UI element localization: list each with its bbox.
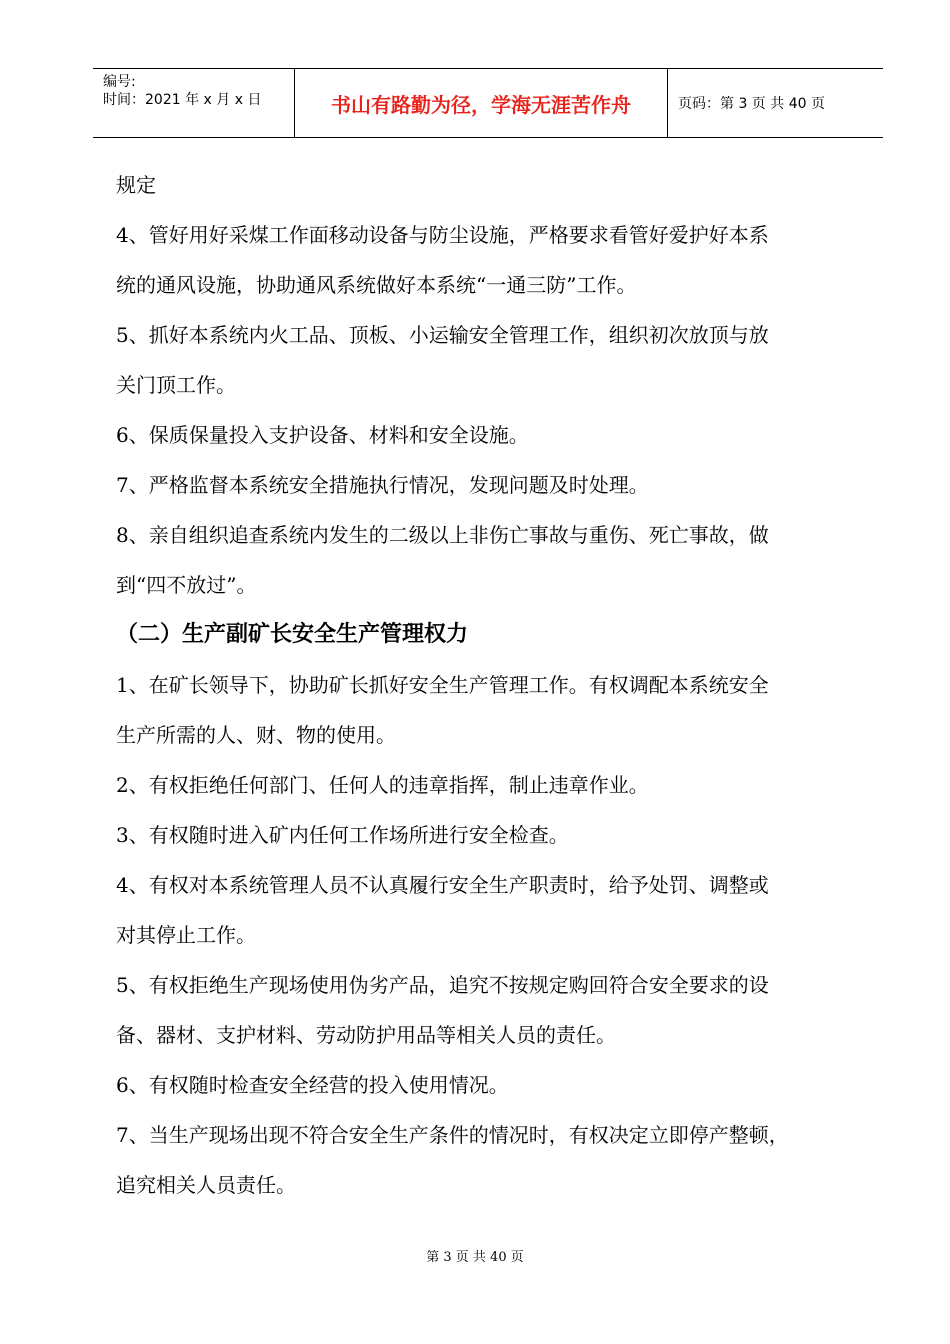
- text-line: 规定: [116, 173, 156, 197]
- section-heading: （二）生产副矿长安全生产管理权力: [116, 622, 469, 647]
- text-line: 到“四不放过”。: [116, 573, 257, 597]
- text-line: 2、有权拒绝任何部门、任何人的违章指挥，制止违章作业。: [116, 773, 649, 797]
- page-header: [93, 68, 883, 138]
- text-line: 6、保质保量投入支护设备、材料和安全设施。: [116, 423, 529, 447]
- text-line: 7、严格监督本系统安全措施执行情况，发现问题及时处理。: [116, 473, 649, 497]
- text-line: 关门顶工作。: [116, 373, 236, 397]
- text-line: 对其停止工作。: [116, 923, 256, 947]
- text-line: 追究相关人员责任。: [116, 1173, 296, 1197]
- doc-time-label: 时间：2021 年 x 月 x 日: [103, 92, 262, 108]
- text-line: 3、有权随时进入矿内任何工作场所进行安全检查。: [116, 823, 569, 847]
- text-line: 7、当生产现场出现不符合安全生产条件的情况时，有权决定立即停产整顿，: [116, 1123, 789, 1147]
- text-line: 统的通风设施，协助通风系统做好本系统“一通三防”工作。: [116, 273, 637, 297]
- header-meta: [93, 69, 295, 137]
- text-line: 4、有权对本系统管理人员不认真履行安全生产职责时，给予处罚、调整或: [116, 873, 769, 897]
- text-line: 5、抓好本系统内火工品、顶板、小运输安全管理工作，组织初次放顶与放: [116, 323, 769, 347]
- text-line: 6、有权随时检查安全经营的投入使用情况。: [116, 1073, 509, 1097]
- text-line: 备、器材、支护材料、劳动防护用品等相关人员的责任。: [116, 1023, 616, 1047]
- text-line: 1、在矿长领导下，协助矿长抓好安全生产管理工作。有权调配本系统安全: [116, 673, 769, 697]
- text-line: 4、管好用好采煤工作面移动设备与防尘设施，严格要求看管好爱护好本系: [116, 223, 769, 247]
- document-body: [116, 160, 876, 1210]
- doc-number-label: 编号:: [103, 74, 136, 90]
- text-line: 生产所需的人、财、物的使用。: [116, 723, 396, 747]
- page-footer: 第 3 页 共 40 页: [426, 1250, 524, 1265]
- text-line: 5、有权拒绝生产现场使用伪劣产品，追究不按规定购回符合安全要求的设: [116, 973, 769, 997]
- header-page-info: 页码：第 3 页 共 40 页: [678, 96, 825, 112]
- text-line: 8、亲自组织追查系统内发生的二级以上非伤亡事故与重伤、死亡事故，做: [116, 523, 769, 547]
- header-motto: 书山有路勤为径，学海无涯苦作舟: [295, 69, 668, 137]
